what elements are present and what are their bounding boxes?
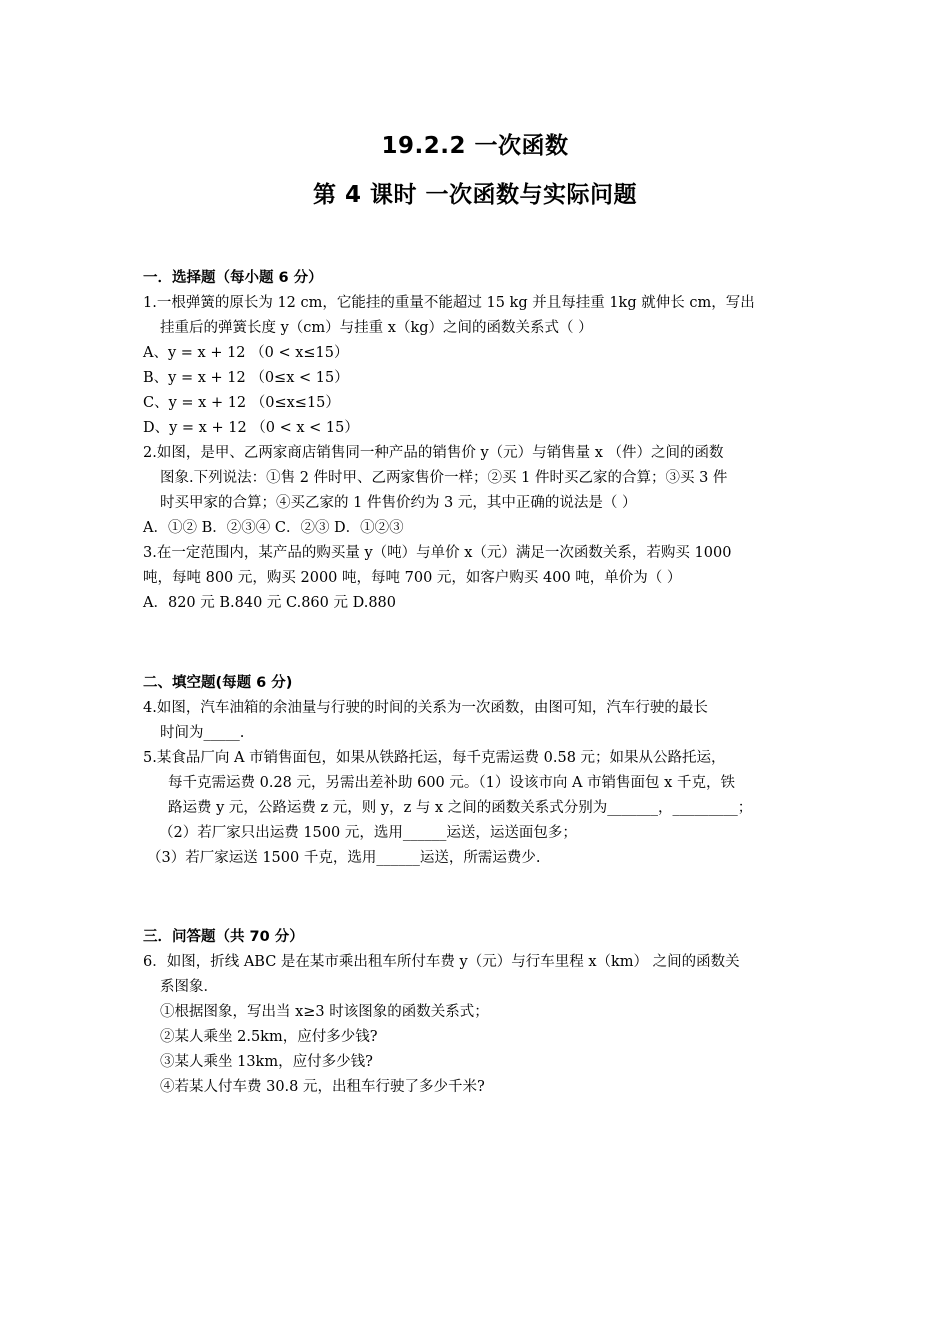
sub-question-2: ②某人乘坐 2.5km，应付多少钱? [160, 1029, 378, 1045]
question-line: 图象.下列说法：①售 2 件时甲、乙两家售价一样；②买 1 件时买乙家的合算；③买 3 件 [160, 470, 728, 486]
question-line: 1.一根弹簧的原长为 12 cm，它能挂的重量不能超过 15 kg 并且每挂重 1kg 就伸长 cm，写出 [143, 295, 755, 311]
question-line: 4.如图，汽车油箱的余油量与行驶的时间的关系为一次函数，由图可知，汽车行驶的最长 [143, 700, 708, 716]
section-heading: 一．选择题（每小题 6 分） [143, 270, 323, 286]
lesson-subtitle: 第 4 课时 一次函数与实际问题 [312, 182, 638, 208]
option-a: A、y = x + 12 （0 < x≤15） [143, 345, 349, 361]
section-answer [143, 925, 823, 1100]
question-line: 2.如图，是甲、乙两家商店销售同一种产品的销售价 y（元）与销售量 x （件）之间的函数 [143, 445, 724, 461]
question-line: 3.在一定范围内，某产品的购买量 y（吨）与单价 x（元）满足一次函数关系，若购买 1000 [143, 545, 732, 561]
question-5 [143, 746, 823, 871]
question-line: 时间为_____. [160, 725, 245, 741]
question-1 [143, 291, 823, 441]
question-line: 每千克需运费 0.28 元，另需出差补助 600 元。（1）设该市向 A 市销售面包 x 千克，铁 [168, 775, 735, 791]
section-fill-in [143, 671, 823, 871]
section-multiple-choice [143, 266, 823, 616]
section-heading: 三．问答题（共 70 分） [143, 929, 304, 945]
section-heading: 二、填空题(每题 6 分) [143, 675, 293, 691]
question-options: A．①② B．②③④ C．②③ D．①②③ [143, 520, 404, 536]
section-spacer [143, 871, 823, 925]
question-line: 吨，每吨 800 元，购买 2000 吨，每吨 700 元，如客户购买 400 吨，单价为（ ） [143, 570, 682, 586]
document-title: 19.2.2 一次函数 [381, 133, 569, 159]
document-body [143, 266, 823, 1100]
question-line: 系图象． [160, 979, 218, 995]
question-line: 5.某食品厂向 A 市销售面包，如果从铁路托运，每千克需运费 0.58 元；如果从公路托运， [143, 750, 726, 766]
question-3 [143, 541, 823, 616]
question-line: 挂重后的弹簧长度 y（cm）与挂重 x（kg）之间的函数关系式（ ） [160, 320, 593, 336]
sub-question-3: ③某人乘坐 13km，应付多少钱? [160, 1054, 373, 1070]
option-d: D、y = x + 12 （0 < x < 15） [143, 420, 359, 436]
sub-question-4: ④若某人付车费 30.8 元，出租车行驶了多少千米? [160, 1079, 485, 1095]
question-6 [143, 950, 823, 1100]
option-c: C、y = x + 12 （0≤x≤15） [143, 395, 340, 411]
question-2 [143, 441, 823, 541]
question-line: 路运费 y 元，公路运费 z 元，则 y，z 与 x 之间的函数关系式分别为_______，_________； [168, 800, 753, 816]
question-line: （2）若厂家只出运费 1500 元，选用______运送，运送面包多； [159, 825, 577, 841]
section-spacer [143, 616, 823, 671]
option-b: B、y = x + 12 （0≤x < 15） [143, 370, 349, 386]
question-line: 时买甲家的合算；④买乙家的 1 件售价约为 3 元，其中正确的说法是（ ） [160, 495, 637, 511]
sub-question-1: ①根据图象，写出当 x≥3 时该图象的函数关系式； [160, 1004, 489, 1020]
question-line: 6．如图，折线 ABC 是在某市乘出租车所付车费 y（元）与行车里程 x（km） 之间的函数关 [143, 954, 740, 970]
question-options: A．820 元 B.840 元 C.860 元 D.880 [143, 595, 396, 611]
question-line: （3）若厂家运送 1500 千克，选用______运送，所需运费少. [147, 850, 541, 866]
question-4 [143, 696, 823, 746]
